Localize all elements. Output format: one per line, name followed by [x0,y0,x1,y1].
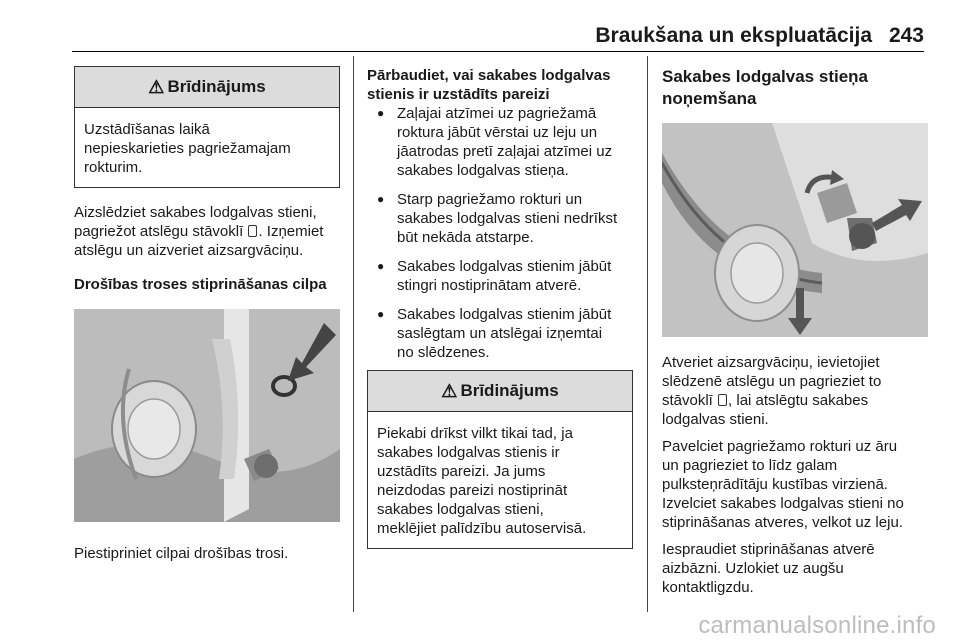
heading-line: Sakabes lodgalvas stieņa [662,67,868,86]
list-item-line: sakabes lodgalvas stieni nedrīkst [397,210,618,227]
list-item-line: roktura jābūt vērstai uz leju un [397,124,598,141]
key-position-icon [248,225,257,237]
warning-line: neizdodas pareizi nostiprināt [377,482,568,499]
lock-paragraph [74,203,340,260]
page-number: 243 [888,24,924,47]
paragraph-line: lodgalvas stieni. [662,411,769,428]
list-item-line: stingri nostiprinātam atverē. [397,277,582,294]
pull-paragraph [662,437,928,532]
warning-line: sakabes lodgalvas stieni, [377,501,544,518]
warning-box-1 [74,66,340,188]
safety-cable-loop-figure [74,309,340,522]
column-divider-2 [647,56,648,612]
paragraph-line: Iespraudiet stiprināšanas atverē [662,541,875,558]
paragraph-line: Izvelciet sakabes lodgalvas stieni no [662,495,904,512]
check-heading [367,66,633,104]
warning-title: Brīdinājums [460,381,559,400]
list-item-line: ● Zaļajai atzīmei uz pagriežamā [397,105,597,122]
paragraph-line: Pavelciet pagriežamo rokturi uz āru [662,438,898,455]
warning-triangle-icon: ⚠ [148,76,165,97]
warning-line: meklējiet palīdzību autoservisā. [377,520,587,537]
warning-header [368,371,632,412]
heading-line: stienis ir uzstādīts pareizi [367,86,550,103]
subheading: Drošības troses stiprināšanas cilpa [74,276,327,293]
paragraph-line: Aizslēdziet sakabes lodgalvas stieni, [74,204,317,221]
paragraph-line: aizbāzni. Uzlokiet uz augšu [662,560,844,577]
paragraph-text: . Izņemiet [258,223,324,240]
warning-line: Uzstādīšanas laikā [84,121,210,138]
warning-header [75,67,339,108]
warning-triangle-icon: ⚠ [441,380,458,401]
list-item-line: saslēgtam un atslēgai izņemtai [397,325,603,342]
list-item [367,104,633,180]
warning-line: rokturim. [84,159,143,176]
warning-line: nepieskarieties pagriežamajam [84,140,291,157]
warning-line: sakabes lodgalvas stienis ir [377,444,560,461]
list-item-line: ● Sakabes lodgalvas stienim jābūt [397,258,612,275]
paragraph-line: kontaktligzdu. [662,579,754,596]
paragraph-line: pulksteņrādītāju kustības virzienā. [662,476,888,493]
column-divider-1 [353,56,354,612]
unlock-paragraph [662,353,928,429]
watermark: carmanualsonline.info [698,612,936,639]
list-item-line: sakabes lodgalvas stieņa. [397,162,569,179]
warning-line: Piekabi drīkst vilkt tikai tad, ja [377,425,573,442]
paragraph-text: pagriežot atslēgu stāvoklī [74,223,244,240]
list-item-line: būt nekāda atstarpe. [397,229,534,246]
list-item-line: no slēdzenes. [397,344,490,361]
warning-line: uzstādīts pareizi. Ja jums [377,463,546,480]
paragraph-text: , lai atslēgtu sakabes [728,392,869,409]
heading-line: Pārbaudiet, vai sakabes lodgalvas [367,67,611,84]
page-header [0,0,960,56]
list-item [367,305,633,362]
header-rule [72,51,924,52]
paragraph-line: un pagrieziet to līdz galam [662,457,838,474]
section-title: Braukšana un ekspluatācija [595,24,872,47]
tow-bar-removal-figure [662,123,928,337]
paragraph-line: slēdzenē atslēgu un pagrieziet to [662,373,882,390]
paragraph-line: atslēgu un aizveriet aizsargvāciņu. [74,242,304,259]
heading-line: noņemšana [662,89,757,108]
paragraph-line [74,222,340,241]
column-1 [74,56,340,563]
key-position-icon [718,394,727,406]
list-item-line: ● Sakabes lodgalvas stienim jābūt [397,306,612,323]
paragraph-line [662,391,928,410]
warning-title: Brīdinājums [167,77,266,96]
column-2 [367,56,633,549]
warning-box-2 [367,370,633,549]
figure-caption: Piestipriniet cilpai drošības trosi. [74,545,289,562]
list-item [367,190,633,247]
warning-body [75,108,339,187]
paragraph-text: stāvoklī [662,392,713,409]
warning-body [368,412,632,548]
removal-heading [662,66,928,110]
paragraph-line: Atveriet aizsargvāciņu, ievietojiet [662,354,880,371]
paragraph-line: stiprināšanas atveres, velkot uz leju. [662,514,903,531]
list-item-line: jāatrodas pretī zaļajai atzīmei uz [397,143,613,160]
column-3 [662,56,928,597]
plug-paragraph [662,540,928,597]
list-item [367,257,633,295]
check-list [367,104,633,362]
list-item-line: ● Starp pagriežamo rokturi un [397,191,583,208]
